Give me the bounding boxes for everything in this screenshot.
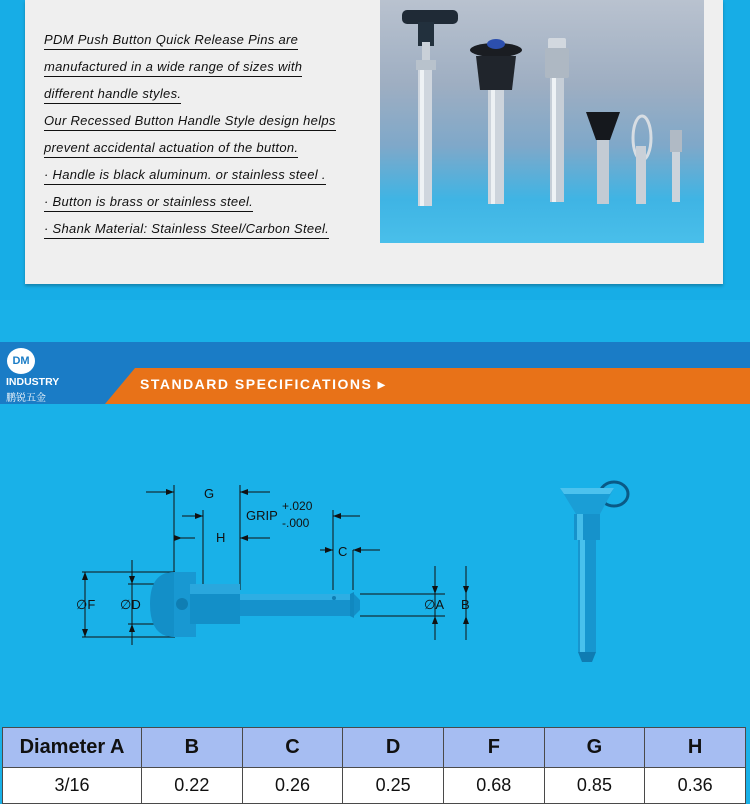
dimension-drawing	[70, 480, 500, 650]
col-header: G	[544, 728, 645, 768]
intro-line: · Button is brass or stainless steel.	[44, 194, 253, 212]
logo-name: INDUSTRY	[6, 376, 60, 388]
intro-text	[44, 28, 364, 244]
col-header: Diameter A	[3, 728, 142, 768]
table-cell: 0.68	[443, 768, 544, 804]
col-header: F	[443, 728, 544, 768]
table-header-row	[3, 728, 746, 768]
intro-line: prevent accidental actuation of the button.	[44, 140, 298, 158]
product-photo	[380, 0, 704, 243]
col-header: D	[343, 728, 444, 768]
company-logo	[3, 347, 68, 405]
table-cell: 3/16	[3, 768, 142, 804]
col-header: C	[242, 728, 343, 768]
label-a: ∅A	[424, 597, 444, 612]
intro-line: · Shank Material: Stainless Steel/Carbon Steel.	[44, 221, 329, 239]
logo-mark: DM	[7, 348, 35, 374]
table-row	[3, 768, 746, 804]
label-tol-plus: +.020	[282, 499, 313, 513]
table-cell: 0.85	[544, 768, 645, 804]
label-c: C	[338, 544, 348, 559]
label-grip: GRIP	[246, 508, 278, 523]
table-cell: 0.36	[645, 768, 746, 804]
table-cell: 0.22	[142, 768, 243, 804]
label-b: B	[461, 597, 470, 612]
section-title: STANDARD SPECIFICATIONS ▸	[140, 376, 387, 392]
intro-line: manufactured in a wide range of sizes with	[44, 59, 302, 77]
intro-line: PDM Push Button Quick Release Pins are	[44, 32, 298, 50]
table-cell: 0.26	[242, 768, 343, 804]
col-header: B	[142, 728, 243, 768]
intro-line: · Handle is black aluminum. or stainless steel .	[44, 167, 326, 185]
section-banner	[0, 342, 750, 404]
pin-product-image	[552, 474, 642, 666]
col-header: H	[645, 728, 746, 768]
table-cell: 0.25	[343, 768, 444, 804]
label-f: ∅F	[76, 597, 96, 612]
intro-line: Our Recessed Button Handle Style design helps	[44, 113, 336, 131]
label-h: H	[216, 530, 226, 545]
intro-line: different handle styles.	[44, 86, 181, 104]
pins-photo-illustration	[380, 0, 704, 243]
spec-table	[2, 727, 746, 804]
label-tol-minus: -.000	[282, 516, 310, 530]
label-g: G	[204, 486, 215, 501]
logo-chinese-name: 鹏锐五金	[6, 393, 46, 404]
label-d: ∅D	[120, 597, 141, 612]
